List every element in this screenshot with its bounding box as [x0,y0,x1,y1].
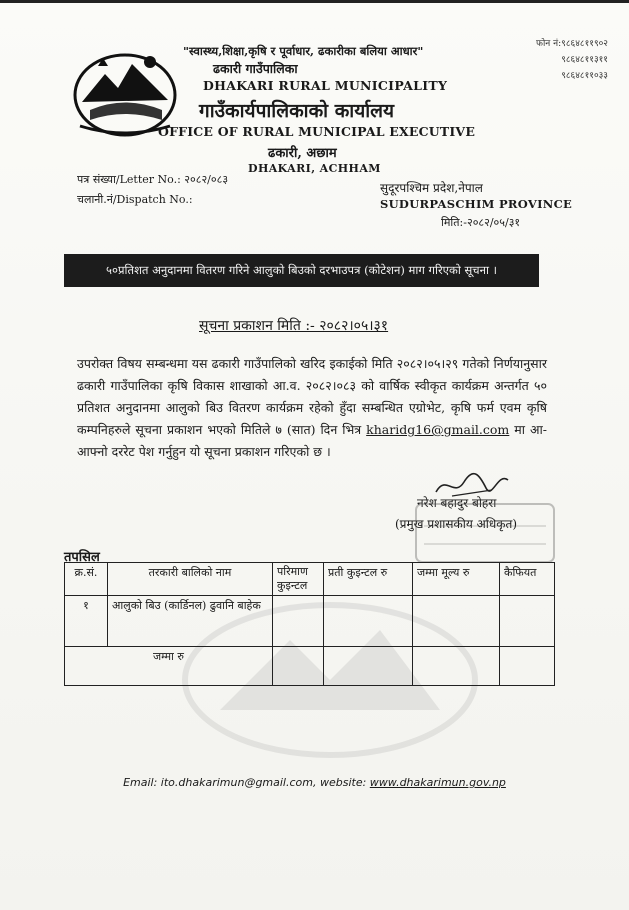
phone-numbers [478,36,608,84]
total-label: जम्मा रु [65,647,273,686]
table-header-row [65,563,555,596]
table-header: जम्मा मूल्य रु [413,563,500,596]
top-border [0,0,629,3]
province-np: सुदूरपश्चिम प्रदेश,नेपाल [380,181,483,195]
signatory-name: नरेश बहादुर बोहरा [417,496,497,510]
website-link[interactable]: www.dhakarimun.gov.np [369,776,506,789]
location-en: DHAKARI, ACHHAM [248,162,381,175]
footer-email: Email: ito.dhakarimun@gmail.com, website: [123,776,370,789]
dispatch-number: चलानी.नं/Dispatch No.: [77,193,193,206]
table-cell [324,596,413,647]
municipality-name-en: DHAKARI RURAL MUNICIPALITY [203,78,448,93]
table-cell [413,647,500,686]
signatory-title: (प्रमुख प्रशासकीय अधिकृत) [395,517,518,531]
body-paragraph: उपरोक्त विषय सम्बन्धमा यस ढकारी गाउँपालिको खरिद इकाईको मिति २०८२।०५।२९ गतेको निर्णयानुसार ढकारी गाउँपालिका कृषि विकास शाखाको आ.व. २०८२।०८३ को वार्षिक स्वीकृत कार्यक्रम अन्तर्गत ५० प्रतिशत अनुदानमा आलुको बिउ वितरण कार्यक्रम रहेको हुँदा सम्बन्धित एग्रोभेट, कृषि फर्म एवम कृषि कम्पनिहरुले सूचना प्रकाशन भएको मितिले ७ (सात) दिन भित्र [77,356,547,437]
table-cell: आलुको बिउ (कार्डिनल) ढुवानि बाहेक [108,596,273,647]
office-name-en: OFFICE OF RURAL MUNICIPAL EXECUTIVE [158,124,476,139]
letter-number: पत्र संख्या/Letter No.: २०८२/०८३ [77,173,229,186]
office-name-np: गाउँकार्यपालिकाको कार्यालय [199,100,395,122]
official-stamp [410,498,560,568]
location-np: ढकारी, अछाम [268,146,337,161]
table-header: तरकारी बालिको नाम [108,563,273,596]
letter-date: मिति:-२०८२/०५/३१ [441,216,521,229]
table-total-row [65,647,555,686]
table-header: परिमाण कुइन्टल [273,563,324,596]
table-cell: १ [65,596,108,647]
details-caption: तपसिल [64,550,100,565]
province-en: SUDURPASCHIM PROVINCE [380,197,573,211]
phone-number: फोन नं:९८६४८११९०२ [536,39,608,49]
table-cell [413,596,500,647]
purchase-email-link[interactable]: kharidg16@gmail.com [366,422,510,437]
table-cell [273,596,324,647]
table-header: क्र.सं. [65,563,108,596]
notice-title-banner: ५०प्रतिशत अनुदानमा वितरण गरिने आलुको बिउको दरभाउपत्र (कोटेशन) माग गरिएको सूचना । [64,254,539,287]
notice-body [77,353,547,463]
table-cell [273,647,324,686]
motto: "स्वास्थ्य,शिक्षा,कृषि र पूर्वाधार, ढकारीका बलिया आधार" [183,44,424,58]
table-header: कैफियत [500,563,555,596]
municipality-name-np: ढकारी गाउँपालिका [213,61,298,76]
body-tail: मा आ-आफ्नो दररेट पेश गर्नुहुन यो सूचना प्रकाशन गरिएको छ । [77,422,547,459]
publication-date: सूचना प्रकाशन मिति :- २०८२।०५।३१ [199,318,389,334]
table-cell [500,647,555,686]
phone-number: ९८६४८११३११ [561,55,608,65]
details-table [64,562,555,686]
table-cell [324,647,413,686]
table-cell [500,596,555,647]
phone-number: ९८६४८११०३३ [561,71,608,81]
table-header: प्रती कुइन्टल रु [324,563,413,596]
table-row [65,596,555,647]
footer-contact [0,776,629,789]
